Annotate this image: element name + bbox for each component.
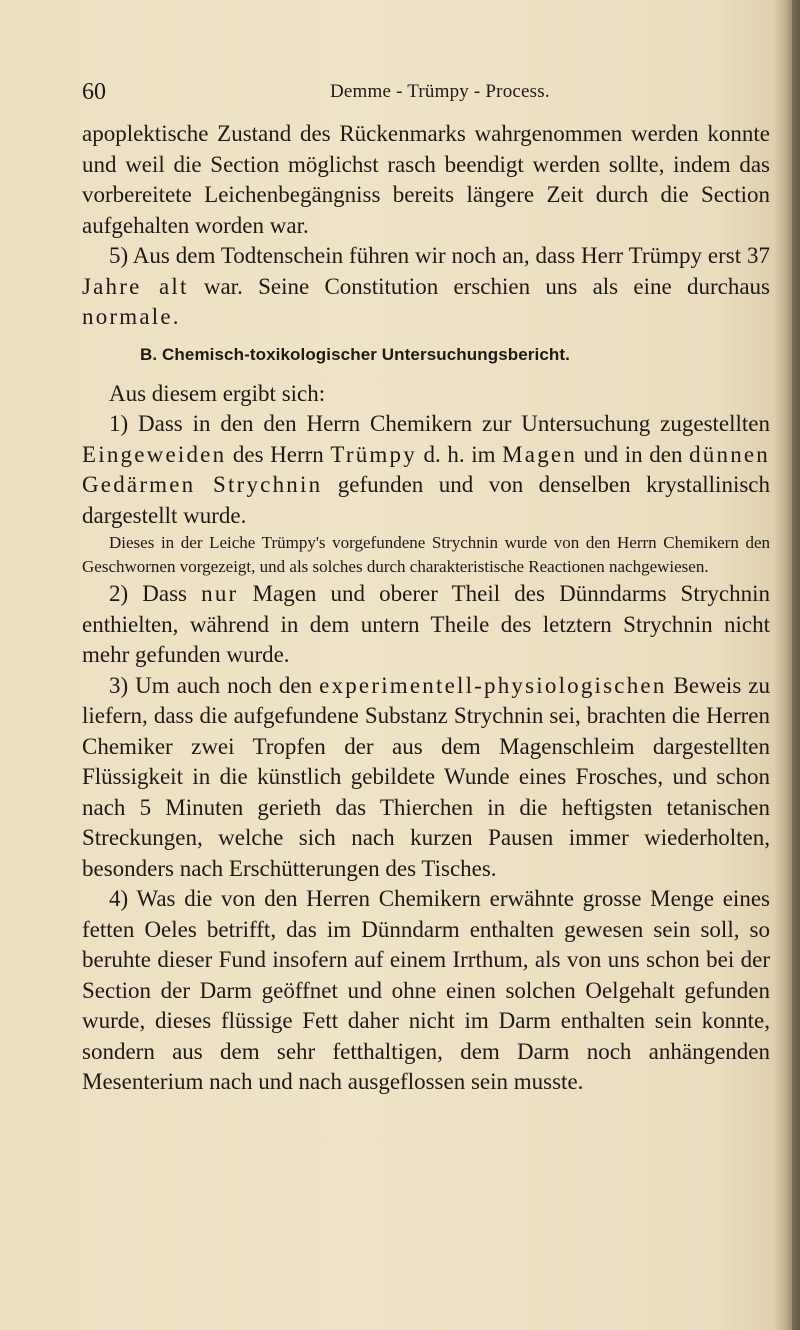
emphasis-jahre-alt: Jahre alt	[82, 273, 189, 299]
emphasis-normale: normale	[82, 304, 173, 329]
running-head: Demme - Trümpy - Process.	[330, 81, 550, 102]
paragraph-2	[82, 241, 770, 333]
paragraph-2-part-e: .	[172, 304, 179, 329]
paragraph-6	[82, 671, 770, 885]
paragraph-1: apoplektische Zustand des Rückenmarks wahrgenommen werden konnte und weil die Section möglichst rasch beendigt werden sollte, indem das vorbereitete Leichenbegängniss bereits längere Zeit durch die Section aufgehalten worden war.	[82, 121, 770, 238]
page-header	[82, 78, 742, 112]
emphasis-magen: Magen	[502, 441, 578, 467]
emphasis-duennen-gedaermen-strychnin: dünnen Gedärmen Strychnin	[82, 441, 771, 497]
paragraph-4-part-a: 1) Dass in den den Herrn Chemikern zur Untersuchung zugestellten	[109, 411, 770, 436]
paragraph-6-part-a: 3) Um auch noch den	[109, 672, 320, 698]
paragraph-4	[82, 409, 770, 531]
small-print-note: Dieses in der Leiche Trümpy's vorgefundene Strychnin wurde von den Herrn Chemikern den Geschwornen vorgezeigt, und als solches durch charakteristische Reactionen nachgewiesen.	[82, 533, 770, 576]
paragraph-5	[82, 579, 770, 671]
paragraph-2-part-a: 5) Aus dem Todtenschein führen wir noch an, dass Herr Trümpy erst 37	[109, 243, 770, 268]
body-text	[82, 119, 770, 1098]
paragraph-5-part-c: Magen und oberer Theil des Dünndarms Strychnin enthielten, während in dem untern Theile des letztern Strychnin nicht mehr gefunden wurde.	[82, 581, 770, 667]
paragraph-5-part-a: 2) Dass	[109, 581, 202, 606]
paragraph-4-part-g: und in den	[577, 441, 690, 467]
paragraph-7: 4) Was die von den Herren Chemikern erwähnte grosse Menge eines fetten Oeles betrifft, das im Dünndarm enthalten gewesen sein soll, so beruhte dieser Fund insofern auf einem Irrthum, als von uns schon bei der Section der Darm geöffnet und ohne einen solchen Oelgehalt gefunden wurde, dieses flüssige Fett daher nicht im Darm enthalten sein konnte, sondern aus dem sehr fetthaltigen, dem Darm noch anhängenden Mesenterium nach und nach ausgeflossen sein musste.	[82, 886, 770, 1094]
paragraph-3: Aus diesem ergibt sich:	[109, 380, 326, 406]
paragraph-4-part-i: gefunden und von denselben krystallinisch dargestellt wurde.	[82, 472, 770, 528]
emphasis-eingeweiden: Eingeweiden	[82, 441, 227, 467]
paragraph-4-part-c: des Herrn	[226, 441, 331, 467]
section-heading: B. Chemisch-toxikologischer Untersuchungsbericht.	[140, 344, 570, 364]
paragraph-6-part-c: Beweis zu liefern, dass die aufgefundene Substanz Strychnin sei, brachten die Herren Chemiker zwei Tropfen der aus dem Magenschleim dargestellten Flüssigkeit in die künstlich gebildete Wunde eines Frosches, und schon nach 5 Minuten gerieth das Thierchen in die heftigsten tetanischen Streckungen, welche sich nach kurzen Pausen immer wiederholten, besonders nach Erschütterungen des Tisches.	[82, 672, 770, 881]
emphasis-experimentell-physiologischen: experimentell-physiologischen	[319, 672, 667, 698]
emphasis-truempy: Trümpy	[330, 441, 417, 467]
emphasis-nur: nur	[201, 581, 239, 606]
page-number: 60	[82, 79, 106, 105]
paragraph-4-part-e: d. h. im	[416, 441, 503, 467]
book-spine-edge	[792, 0, 800, 1330]
paragraph-2-part-c: war. Seine Constitution erschien uns als eine durchaus	[188, 273, 770, 299]
